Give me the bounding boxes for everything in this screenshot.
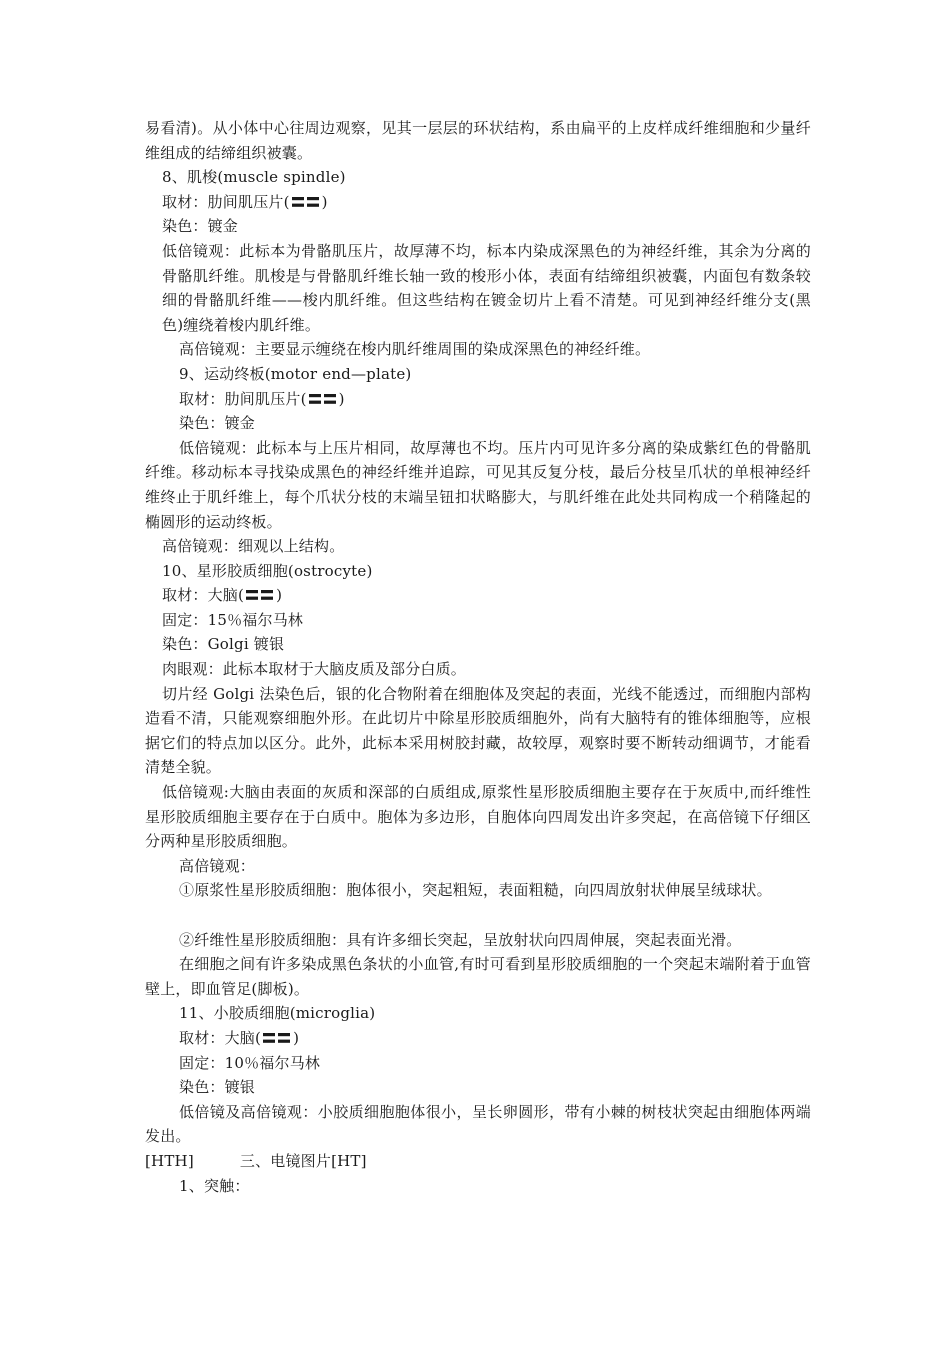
section-8-material — [145, 190, 811, 215]
chapter-title: 三、电镜图片[HT] — [239, 1151, 367, 1170]
section-9-stain: 染色：镀金 — [179, 414, 256, 433]
section-10-vessel-foot: 在细胞之间有许多染成黑色条状的小血管,有时可看到星形胶质细胞的一个突起末端附着于血管壁上，即血管足(脚板)。 — [145, 955, 811, 998]
em-item-1: 1、突触： — [179, 1176, 250, 1195]
material-label: 取材：大脑( — [179, 1028, 262, 1047]
section-9-low-power: 低倍镜观：此标本与上压片相同，故厚薄也不均。压片内可见许多分离的染成紫红色的骨骼肌纤维。移动标本寻找染成黑色的神经纤维并追踪，可见其反复分枝，最后分枝呈爪状的单根神经纤维终止于肌纤维上，每个爪状分枝的末端呈钮扣状略膨大，与肌纤维在此处共同构成一个稍隆起的椭圆形的运动终板。 — [145, 438, 811, 531]
section-10-naked-eye: 肉眼观：此标本取材于大脑皮质及部分白质。 — [162, 660, 467, 679]
blank-line — [145, 903, 811, 928]
section-11-observation: 低倍镜及高倍镜观：小胶质细胞胞体很小，呈长卵圆形，带有小棘的树枝状突起由细胞体两端发出。 — [145, 1102, 811, 1146]
section-8-high-power: 高倍镜观：主要显示缠绕在梭内肌纤维周围的染成深黑色的神经纤维。 — [179, 340, 651, 359]
chapter-heading — [145, 1149, 811, 1174]
material-label: 取材：大脑( — [162, 586, 245, 605]
double-bar-symbol-icon — [245, 589, 275, 601]
section-10-stain: 染色：Golgi 镀银 — [162, 635, 285, 654]
double-bar-symbol-icon — [291, 196, 321, 208]
material-label: 取材：肋间肌压片( — [179, 389, 307, 408]
close-paren: ) — [276, 586, 283, 605]
paragraph-continuation: 易看清)。从小体中心往周边观察，见其一层层的环状结构，系由扁平的上皮样成纤维细胞和少量纤维组成的结缔组织被囊。 — [145, 119, 811, 162]
section-10-material — [145, 583, 811, 608]
section-10-protoplasmic: ①原浆性星形胶质细胞：胞体很小，突起粗短，表面粗糙，向四周放射状伸展呈绒球状。 — [179, 881, 772, 900]
section-11-fixation: 固定：10％福尔马林 — [179, 1053, 321, 1072]
section-10-high-power: 高倍镜观： — [179, 856, 256, 875]
section-8-title: 8、肌梭(muscle spindle) — [162, 168, 346, 187]
section-9-high-power: 高倍镜观：细观以上结构。 — [162, 537, 345, 556]
close-paren: ) — [321, 192, 328, 211]
document-body — [145, 116, 811, 1198]
section-10-fibrous: ②纤维性星形胶质细胞：具有许多细长突起，呈放射状向四周伸展，突起表面光滑。 — [179, 930, 742, 949]
double-bar-symbol-icon — [308, 393, 338, 405]
section-11-title: 11、小胶质细胞(microglia) — [179, 1004, 376, 1023]
section-10-low-power: 低倍镜观:大脑由表面的灰质和深部的白质组成,原浆性星形胶质细胞主要存在于灰质中,而纤维性星形胶质细胞主要存在于白质中。胞体为多边形，自胞体向四周发出许多突起，在高倍镜下仔细区分两种星形胶质细胞。 — [145, 783, 811, 851]
material-label: 取材：肋间肌压片( — [162, 192, 290, 211]
hth-marker: [HTH] — [145, 1151, 194, 1170]
section-10-title: 10、星形胶质细胞(ostrocyte) — [162, 561, 373, 580]
section-10-fixation: 固定：15％福尔马林 — [162, 610, 304, 629]
section-10-section-note: 切片经 Golgi 法染色后，银的化合物附着在细胞体及突起的表面，光线不能透过，而细胞内部构造看不清，只能观察细胞外形。在此切片中除星形胶质细胞外，尚有大脑特有的锥体细胞等，应根据它们的特点加以区分。此外，此标本采用树胶封藏，故较厚，观察时要不断转动细调节，才能看清楚全貌。 — [145, 684, 811, 777]
section-11-stain: 染色：镀银 — [179, 1078, 256, 1097]
section-8-low-power: 低倍镜观：此标本为骨骼肌压片，故厚薄不均，标本内染成深黑色的为神经纤维，其余为分离的骨骼肌纤维。肌梭是与骨骼肌纤维长轴一致的梭形小体，表面有结缔组织被囊，内面包有数条较细的骨骼肌纤维——梭内肌纤维。但这些结构在镀金切片上看不清楚。可见到神经纤维分支(黑色)缠绕着梭内肌纤维。 — [162, 241, 811, 334]
section-8-stain: 染色：镀金 — [162, 217, 239, 236]
section-11-material — [145, 1026, 811, 1051]
section-9-material — [145, 387, 811, 412]
close-paren: ) — [338, 389, 345, 408]
double-bar-symbol-icon — [262, 1032, 292, 1044]
section-9-title: 9、运动终板(motor end—plate) — [179, 364, 412, 383]
close-paren: ) — [293, 1028, 300, 1047]
